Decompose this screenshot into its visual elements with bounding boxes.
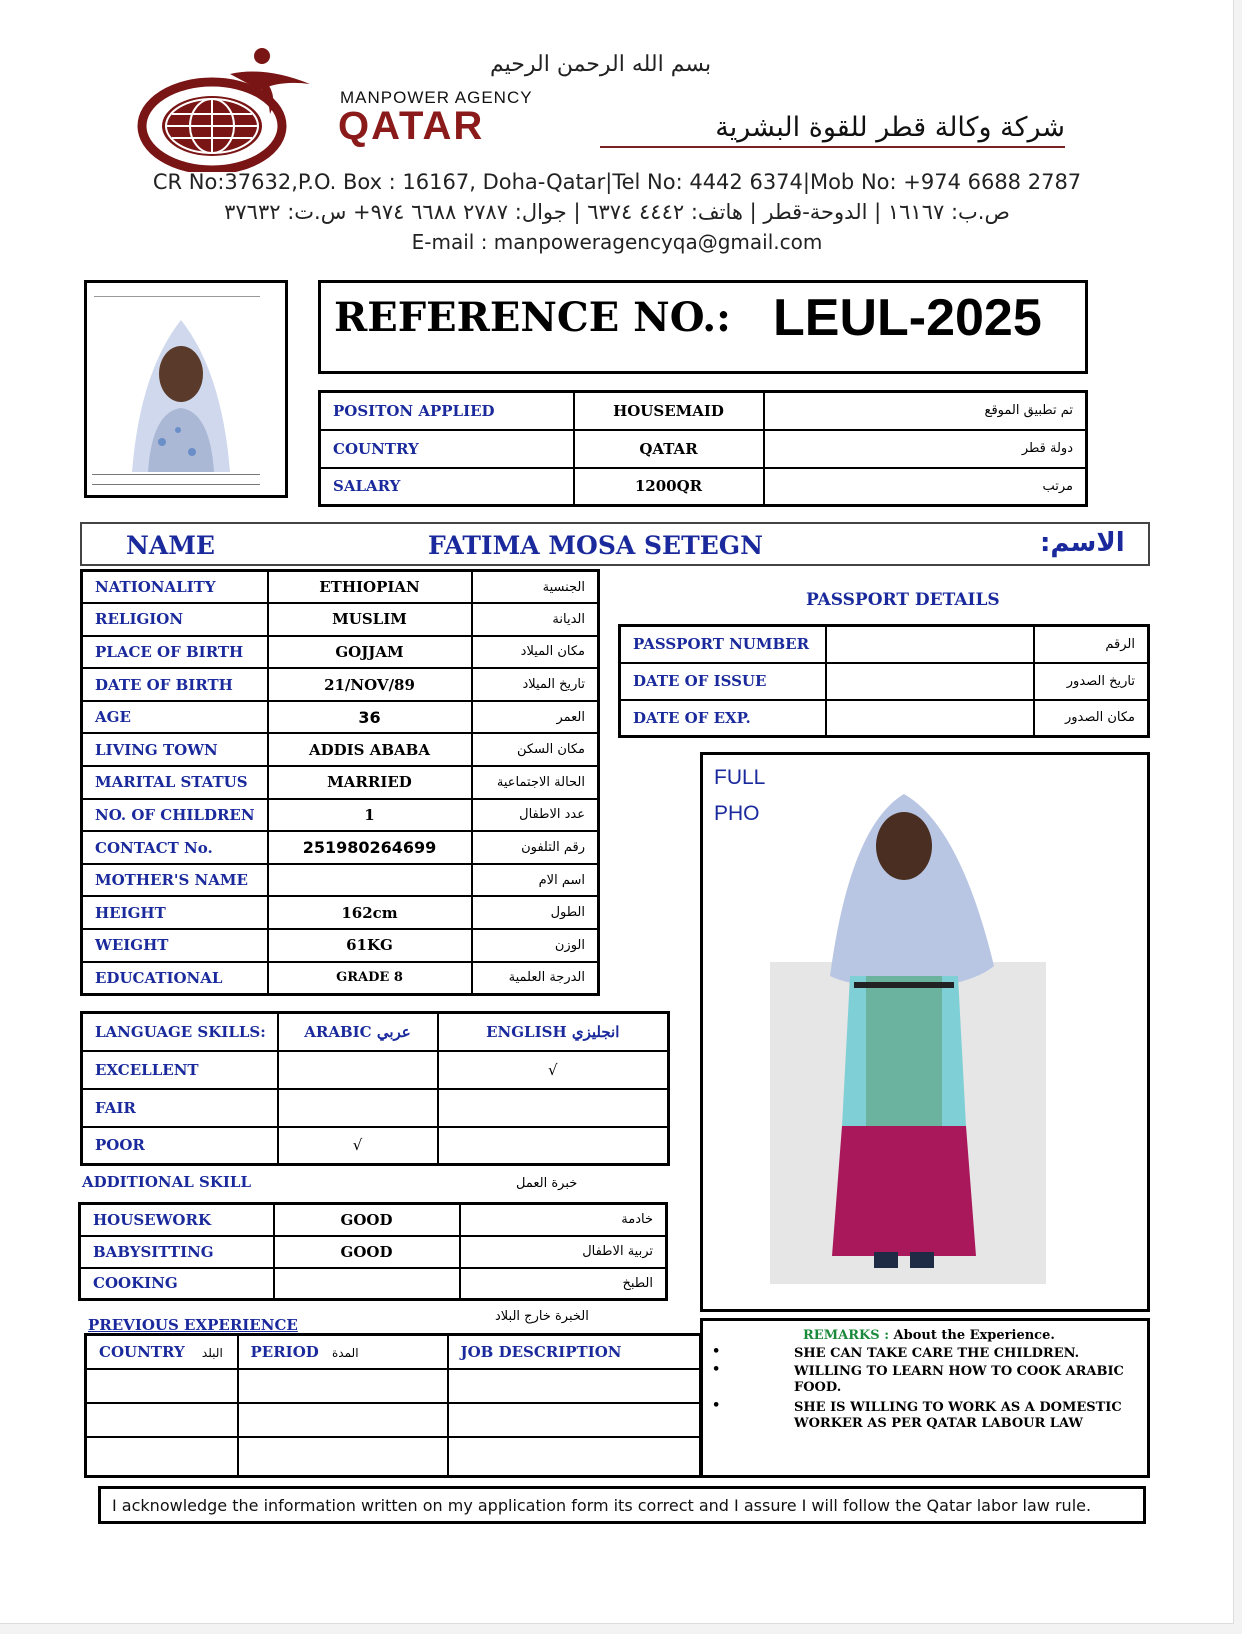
marital-status-value: MARRIED — [268, 766, 472, 799]
place-of-birth-label: PLACE OF BIRTH — [82, 636, 268, 669]
educational-arabic: الدرجة العلمية — [472, 962, 599, 995]
company-contact-line-arabic: ص.ب: ١٦١٦٧ | الدوحة-قطر | هاتف: ٤٤٤٢ ٦٣٧٤ | جوال: ٢٧٨٧ ٦٦٨٨ ٩٧٤+ س.ت: ٣٧٦٣٢ — [224, 200, 1010, 224]
nationality-arabic: الجنسية — [472, 571, 599, 604]
exp-period-header-text: PERIOD — [250, 1342, 319, 1361]
table-row — [86, 1369, 701, 1403]
additional-skill-table — [78, 1202, 668, 1301]
name-label: NAME — [126, 531, 215, 560]
living-town-arabic: مكان السكن — [472, 733, 599, 766]
position-label: POSITON APPLIED — [320, 392, 574, 430]
cooking-arabic: الطبخ — [460, 1268, 667, 1300]
exp-country-header — [86, 1335, 238, 1369]
exp-country-cell — [86, 1369, 238, 1403]
no-of-children-value: 1 — [268, 799, 472, 832]
previous-experience-arabic: الخبرة خارج البلاد — [495, 1309, 589, 1324]
table-row — [80, 1204, 667, 1236]
photo-divider — [92, 474, 260, 475]
table-row — [320, 468, 1087, 506]
table-row — [82, 733, 599, 766]
bullet-icon: • — [712, 1344, 721, 1359]
religion-value: MUSLIM — [268, 603, 472, 636]
exp-job-header: JOB DESCRIPTION — [448, 1335, 701, 1369]
remark-item: SHE IS WILLING TO WORK AS A DOMESTIC WORKER AS PER QATAR LABOUR LAW — [794, 1400, 1122, 1431]
passport-number-arabic: الرقم — [1034, 626, 1149, 663]
height-arabic: الطول — [472, 896, 599, 929]
exp-period-cell — [238, 1437, 448, 1477]
date-of-birth-value: 21/NOV/89 — [268, 668, 472, 701]
table-row — [82, 571, 599, 604]
table-row — [82, 962, 599, 995]
date-of-issue-arabic: تاريخ الصدور — [1034, 663, 1149, 700]
babysitting-arabic: تربية الاطفال — [460, 1236, 667, 1268]
table-row — [82, 864, 599, 897]
salary-value: 1200QR — [574, 468, 764, 506]
nationality-value: ETHIOPIAN — [268, 571, 472, 604]
table-row — [86, 1335, 701, 1369]
date-of-birth-arabic: تاريخ الميلاد — [472, 668, 599, 701]
age-value: 36 — [268, 701, 472, 734]
full-photo-image — [770, 786, 1046, 1284]
marital-status-arabic: الحالة الاجتماعية — [472, 766, 599, 799]
date-of-birth-label: DATE OF BIRTH — [82, 668, 268, 701]
date-of-exp-label: DATE OF EXP. — [620, 700, 826, 737]
educational-value: GRADE 8 — [268, 962, 472, 995]
table-row — [82, 668, 599, 701]
remarks-title — [803, 1328, 1055, 1343]
height-value: 162cm — [268, 896, 472, 929]
fair-arabic-mark — [278, 1089, 438, 1127]
passport-details-title: PASSPORT DETAILS — [806, 590, 1000, 610]
remark-item: WILLING TO LEARN HOW TO COOK ARABIC FOOD. — [794, 1364, 1124, 1395]
remarks-title-label: REMARKS : — [803, 1328, 890, 1343]
place-of-birth-value: GOJJAM — [268, 636, 472, 669]
bio-table — [80, 569, 600, 996]
contact-no-label: CONTACT No. — [82, 831, 268, 864]
globe-logo-icon — [130, 44, 326, 172]
salary-arabic: مرتب — [764, 468, 1087, 506]
exp-country-cell — [86, 1437, 238, 1477]
position-value: HOUSEMAID — [574, 392, 764, 430]
exp-period-header — [238, 1335, 448, 1369]
housework-value: GOOD — [274, 1204, 460, 1236]
nationality-label: NATIONALITY — [82, 571, 268, 604]
reference-label: REFERENCE NO.: — [334, 294, 731, 341]
place-of-birth-arabic: مكان الميلاد — [472, 636, 599, 669]
table-row — [82, 1127, 669, 1165]
table-row — [86, 1437, 701, 1477]
arabic-column-header: ARABIC عربي — [278, 1013, 438, 1051]
no-of-children-label: NO. OF CHILDREN — [82, 799, 268, 832]
table-row — [620, 700, 1149, 737]
remark-item: SHE CAN TAKE CARE THE CHILDREN. — [794, 1346, 1080, 1361]
country-value: QATAR — [574, 430, 764, 468]
bullet-icon: • — [712, 1398, 721, 1413]
table-row — [82, 636, 599, 669]
table-row — [320, 430, 1087, 468]
poor-arabic-mark: √ — [278, 1127, 438, 1165]
remarks-title-text: About the Experience. — [893, 1328, 1055, 1343]
table-row — [86, 1403, 701, 1437]
date-of-exp-value — [826, 700, 1034, 737]
bullet-icon: • — [712, 1362, 721, 1377]
fair-label: FAIR — [82, 1089, 278, 1127]
exp-period-cell — [238, 1369, 448, 1403]
religion-arabic: الديانة — [472, 603, 599, 636]
babysitting-label: BABYSITTING — [80, 1236, 274, 1268]
table-row — [82, 929, 599, 962]
table-row — [82, 766, 599, 799]
company-email: E-mail : manpoweragencyqa@gmail.com — [411, 230, 823, 254]
position-table — [318, 390, 1088, 507]
contact-no-arabic: رقم التلفون — [472, 831, 599, 864]
photo-divider — [94, 296, 260, 297]
english-column-header: ENGLISH انجليزي — [438, 1013, 669, 1051]
weight-arabic: الوزن — [472, 929, 599, 962]
agency-subtitle: MANPOWER AGENCY — [340, 88, 533, 107]
previous-experience-label: PREVIOUS EXPERIENCE — [88, 1316, 298, 1334]
salary-label: SALARY — [320, 468, 574, 506]
exp-period-cell — [238, 1403, 448, 1437]
table-row — [82, 603, 599, 636]
height-label: HEIGHT — [82, 896, 268, 929]
table-row — [82, 1051, 669, 1089]
exp-job-cell — [448, 1403, 701, 1437]
additional-skill-label: ADDITIONAL SKILL — [82, 1173, 252, 1191]
table-row — [82, 701, 599, 734]
exp-country-header-text: COUNTRY — [99, 1342, 185, 1361]
passport-number-value — [826, 626, 1034, 663]
date-of-issue-value — [826, 663, 1034, 700]
date-of-issue-label: DATE OF ISSUE — [620, 663, 826, 700]
company-contact-line: CR No:37632,P.O. Box : 16167, Doha-Qatar|Tel No: 4442 6374|Mob No: +974 6688 2787 — [152, 170, 1082, 194]
educational-label: EDUCATIONAL — [82, 962, 268, 995]
excellent-english-mark: √ — [438, 1051, 669, 1089]
country-label: COUNTRY — [320, 430, 574, 468]
photo-divider — [92, 484, 260, 485]
poor-english-mark — [438, 1127, 669, 1165]
weight-label: WEIGHT — [82, 929, 268, 962]
living-town-value: ADDIS ABABA — [268, 733, 472, 766]
housework-arabic: خادمة — [460, 1204, 667, 1236]
passport-photo-image — [112, 312, 250, 472]
no-of-children-arabic: عدد الاطفال — [472, 799, 599, 832]
position-arabic: تم تطبيق الموقع — [764, 392, 1087, 430]
table-row — [80, 1236, 667, 1268]
passport-table — [618, 624, 1150, 738]
acknowledgement-text: I acknowledge the information written on my application form its correct and I assure I will follow the Qatar labor law rule. — [112, 1496, 1092, 1515]
age-label: AGE — [82, 701, 268, 734]
table-row — [620, 663, 1149, 700]
exp-period-header-arabic: المدة — [332, 1345, 359, 1360]
language-skills-table — [80, 1011, 670, 1166]
excellent-arabic-mark — [278, 1051, 438, 1089]
full-photo-caption: PHO — [714, 802, 760, 825]
table-row — [82, 799, 599, 832]
babysitting-value: GOOD — [274, 1236, 460, 1268]
table-row — [82, 896, 599, 929]
mother-s-name-label: MOTHER'S NAME — [82, 864, 268, 897]
full-photo-caption: FULL — [714, 766, 766, 789]
fair-english-mark — [438, 1089, 669, 1127]
table-row — [320, 392, 1087, 430]
mother-s-name-value — [268, 864, 472, 897]
agency-title: QATAR — [338, 104, 485, 148]
reference-number: LEUL-2025 — [773, 289, 1042, 347]
exp-job-cell — [448, 1437, 701, 1477]
cooking-value — [274, 1268, 460, 1300]
table-row — [620, 626, 1149, 663]
age-arabic: العمر — [472, 701, 599, 734]
table-row — [82, 1013, 669, 1051]
poor-label: POOR — [82, 1127, 278, 1165]
table-row — [80, 1268, 667, 1300]
marital-status-label: MARITAL STATUS — [82, 766, 268, 799]
table-row — [82, 831, 599, 864]
religion-label: RELIGION — [82, 603, 268, 636]
mother-s-name-arabic: اسم الام — [472, 864, 599, 897]
exp-job-cell — [448, 1369, 701, 1403]
header-divider — [600, 146, 1065, 148]
agency-title-arabic: شركة وكالة قطر للقوة البشرية — [715, 112, 1065, 143]
contact-no-value: 251980264699 — [268, 831, 472, 864]
table-row — [82, 1089, 669, 1127]
weight-value: 61KG — [268, 929, 472, 962]
cooking-label: COOKING — [80, 1268, 274, 1300]
exp-country-cell — [86, 1403, 238, 1437]
name-label-arabic: الاسم: — [1040, 528, 1125, 558]
experience-table — [84, 1333, 702, 1478]
additional-skill-arabic: خبرة العمل — [516, 1176, 578, 1191]
housework-label: HOUSEWORK — [80, 1204, 274, 1236]
passport-number-label: PASSPORT NUMBER — [620, 626, 826, 663]
language-skills-label: LANGUAGE SKILLS: — [82, 1013, 278, 1051]
bismillah: بسم الله الرحمن الرحيم — [490, 52, 712, 77]
exp-country-header-arabic: البلد — [201, 1345, 223, 1360]
applicant-name: FATIMA MOSA SETEGN — [428, 531, 763, 560]
living-town-label: LIVING TOWN — [82, 733, 268, 766]
country-arabic: دولة قطر — [764, 430, 1087, 468]
date-of-exp-arabic: مكان الصدور — [1034, 700, 1149, 737]
excellent-label: EXCELLENT — [82, 1051, 278, 1089]
